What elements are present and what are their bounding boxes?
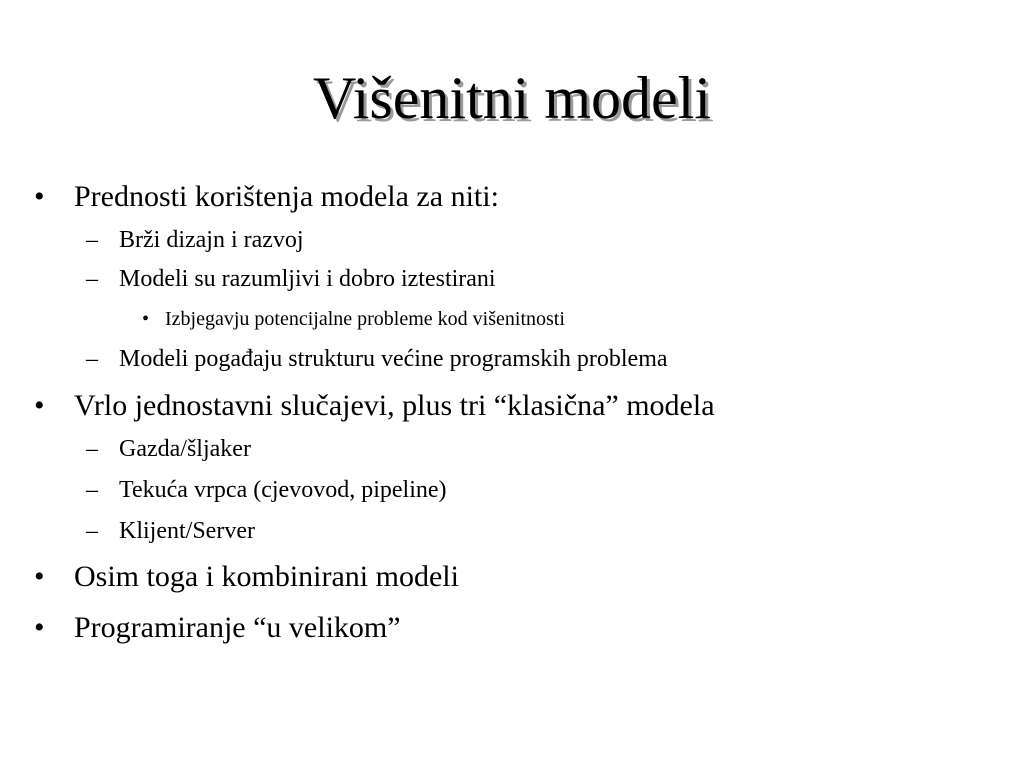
bullet-marker: • (34, 180, 45, 213)
bullet-text: Klijent/Server (119, 518, 255, 544)
bullet-marker: • (142, 308, 150, 330)
bullet-text: Prednosti korištenja modela za niti: (74, 180, 499, 213)
bullet-text: Modeli su razumljivi i dobro iztestirani (119, 266, 496, 292)
bullet-text: Vrlo jednostavni slučajevi, plus tri “klasična” modela (74, 389, 715, 422)
bullet-text: Tekuća vrpca (cjevovod, pipeline) (119, 477, 447, 503)
slide-title: Višenitni modeli (312, 65, 712, 131)
bullet-text: Programiranje “u velikom” (74, 611, 401, 644)
bullet-text: Modeli pogađaju strukturu većine programskih problema (119, 346, 668, 372)
dash-marker: – (86, 346, 98, 372)
bullet-text: Gazda/šljaker (119, 436, 251, 462)
dash-marker: – (86, 436, 98, 462)
bullet-marker: • (34, 389, 45, 422)
dash-marker: – (86, 477, 98, 503)
bullet-text: Izbjegavju potencijalne probleme kod višenitnosti (165, 308, 565, 330)
bullet-marker: • (34, 560, 45, 593)
dash-marker: – (86, 518, 98, 544)
dash-marker: – (86, 227, 98, 253)
dash-marker: – (86, 266, 98, 292)
bullet-marker: • (34, 611, 45, 644)
bullet-text: Brži dizajn i razvoj (119, 227, 304, 253)
bullet-text: Osim toga i kombinirani modeli (74, 560, 459, 593)
